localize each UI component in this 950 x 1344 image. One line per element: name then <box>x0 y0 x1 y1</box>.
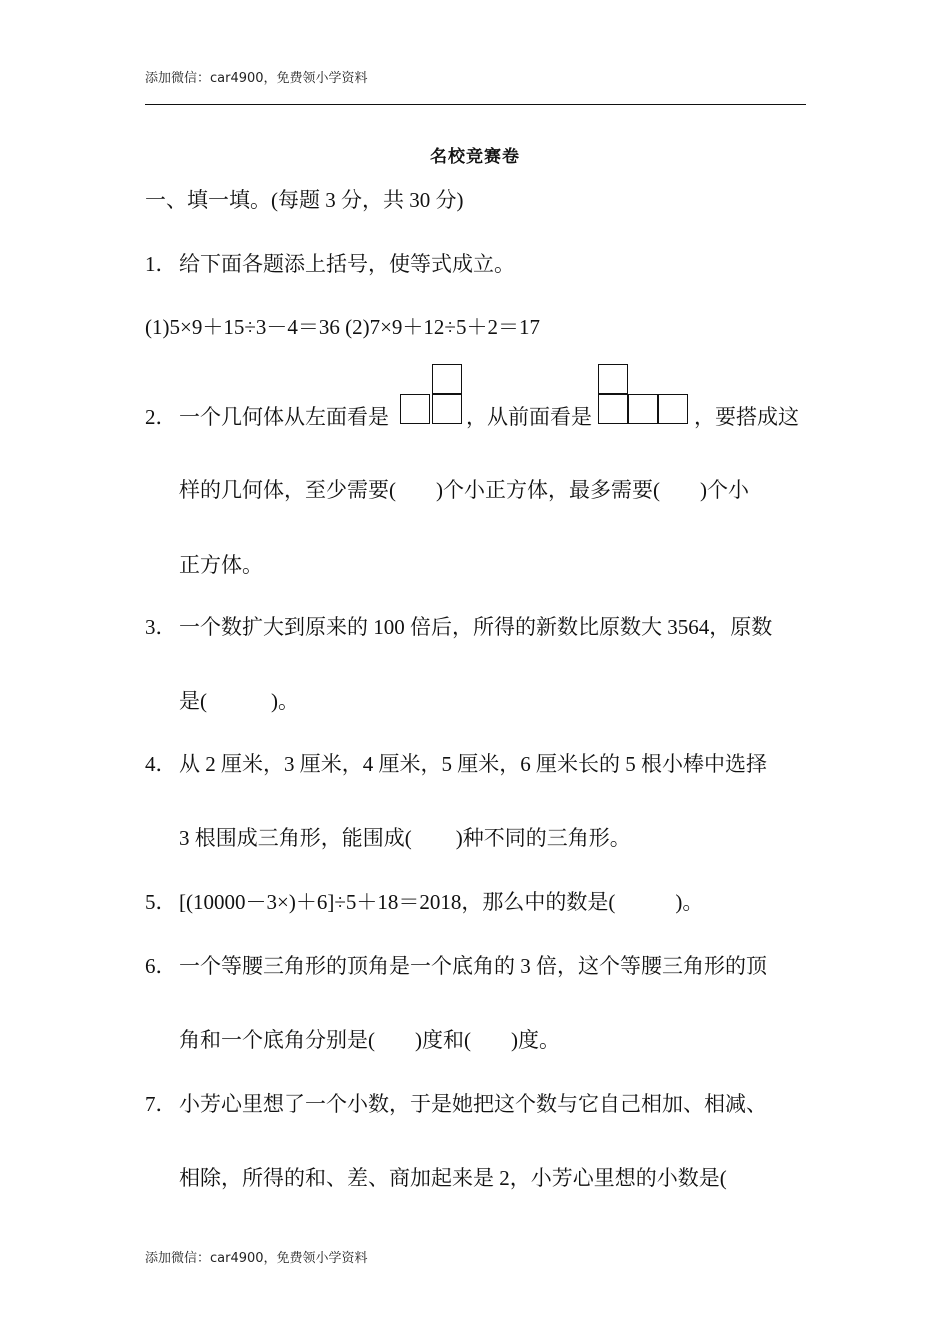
question-1-equations: (1)5×9＋15÷3－4＝36 (2)7×9＋12÷5＋2＝17 <box>145 315 540 339</box>
question-2-line-2 <box>179 480 749 501</box>
text-segment: )。 <box>271 689 299 713</box>
question-number: 7． <box>145 1092 177 1116</box>
text-segment: )个小 <box>700 478 749 502</box>
question-text: 一个几何体从左面看是 <box>179 405 389 429</box>
question-3-line-2 <box>179 691 299 712</box>
question-7 <box>145 1094 767 1115</box>
text-segment: )。 <box>675 890 704 914</box>
question-3 <box>145 617 772 638</box>
text-segment: )个小正方体，最多需要( <box>436 478 660 502</box>
question-text: 一个等腰三角形的顶角是一个底角的 3 倍，这个等腰三角形的顶 <box>179 954 767 978</box>
question-6 <box>145 956 767 977</box>
question-7-line-2: 相除，所得的和、差、商加起来是 2，小芳心里想的小数是( <box>179 1166 727 1190</box>
question-4-line-2 <box>179 828 631 849</box>
text-segment: 是( <box>179 689 207 713</box>
text-segment: 样的几何体，至少需要( <box>179 478 396 502</box>
question-text: 小芳心里想了一个小数，于是她把这个数与它自己相加、相减、 <box>179 1092 767 1116</box>
question-text: 给下面各题添上括号，使等式成立。 <box>179 252 515 276</box>
question-number: 3． <box>145 615 177 639</box>
question-6-line-2 <box>179 1030 560 1051</box>
question-number: 5． <box>145 890 177 914</box>
text-segment: )种不同的三角形。 <box>455 826 631 850</box>
left-view-figure <box>400 364 464 426</box>
text-segment: )度。 <box>511 1028 560 1052</box>
question-number: 2． <box>145 405 177 429</box>
question-2-text-b: ，从前面看是 <box>466 405 592 429</box>
question-text: 一个数扩大到原来的 100 倍后，所得的新数比原数大 3564，原数 <box>179 615 773 639</box>
question-text: 从 2 厘米，3 厘米，4 厘米，5 厘米，6 厘米长的 5 根小棒中选择 <box>179 752 767 776</box>
question-2 <box>145 407 389 428</box>
question-number: 4． <box>145 752 177 776</box>
front-view-figure <box>598 364 692 426</box>
question-5 <box>145 892 703 913</box>
question-1 <box>145 254 515 275</box>
question-text: [(10000－3×)＋6]÷5＋18＝2018，那么中的数是( <box>179 890 616 914</box>
header-rule <box>145 104 806 105</box>
question-2-text-c: ，要搭成这 <box>694 405 799 429</box>
text-segment: 角和一个底角分别是( <box>179 1028 375 1052</box>
page-footer-note: 添加微信：car4900，免费领小学资料 <box>145 1251 368 1266</box>
page-header-note: 添加微信：car4900，免费领小学资料 <box>145 71 368 86</box>
question-2-line-3: 正方体。 <box>179 553 263 577</box>
section-heading: 一、填一填。(每题 3 分，共 30 分) <box>145 188 464 212</box>
question-number: 1． <box>145 252 177 276</box>
page-title: 名校竞赛卷 <box>430 147 520 167</box>
text-segment: 3 根围成三角形，能围成( <box>179 826 412 850</box>
question-number: 6． <box>145 954 177 978</box>
question-4 <box>145 754 767 775</box>
text-segment: )度和( <box>415 1028 471 1052</box>
